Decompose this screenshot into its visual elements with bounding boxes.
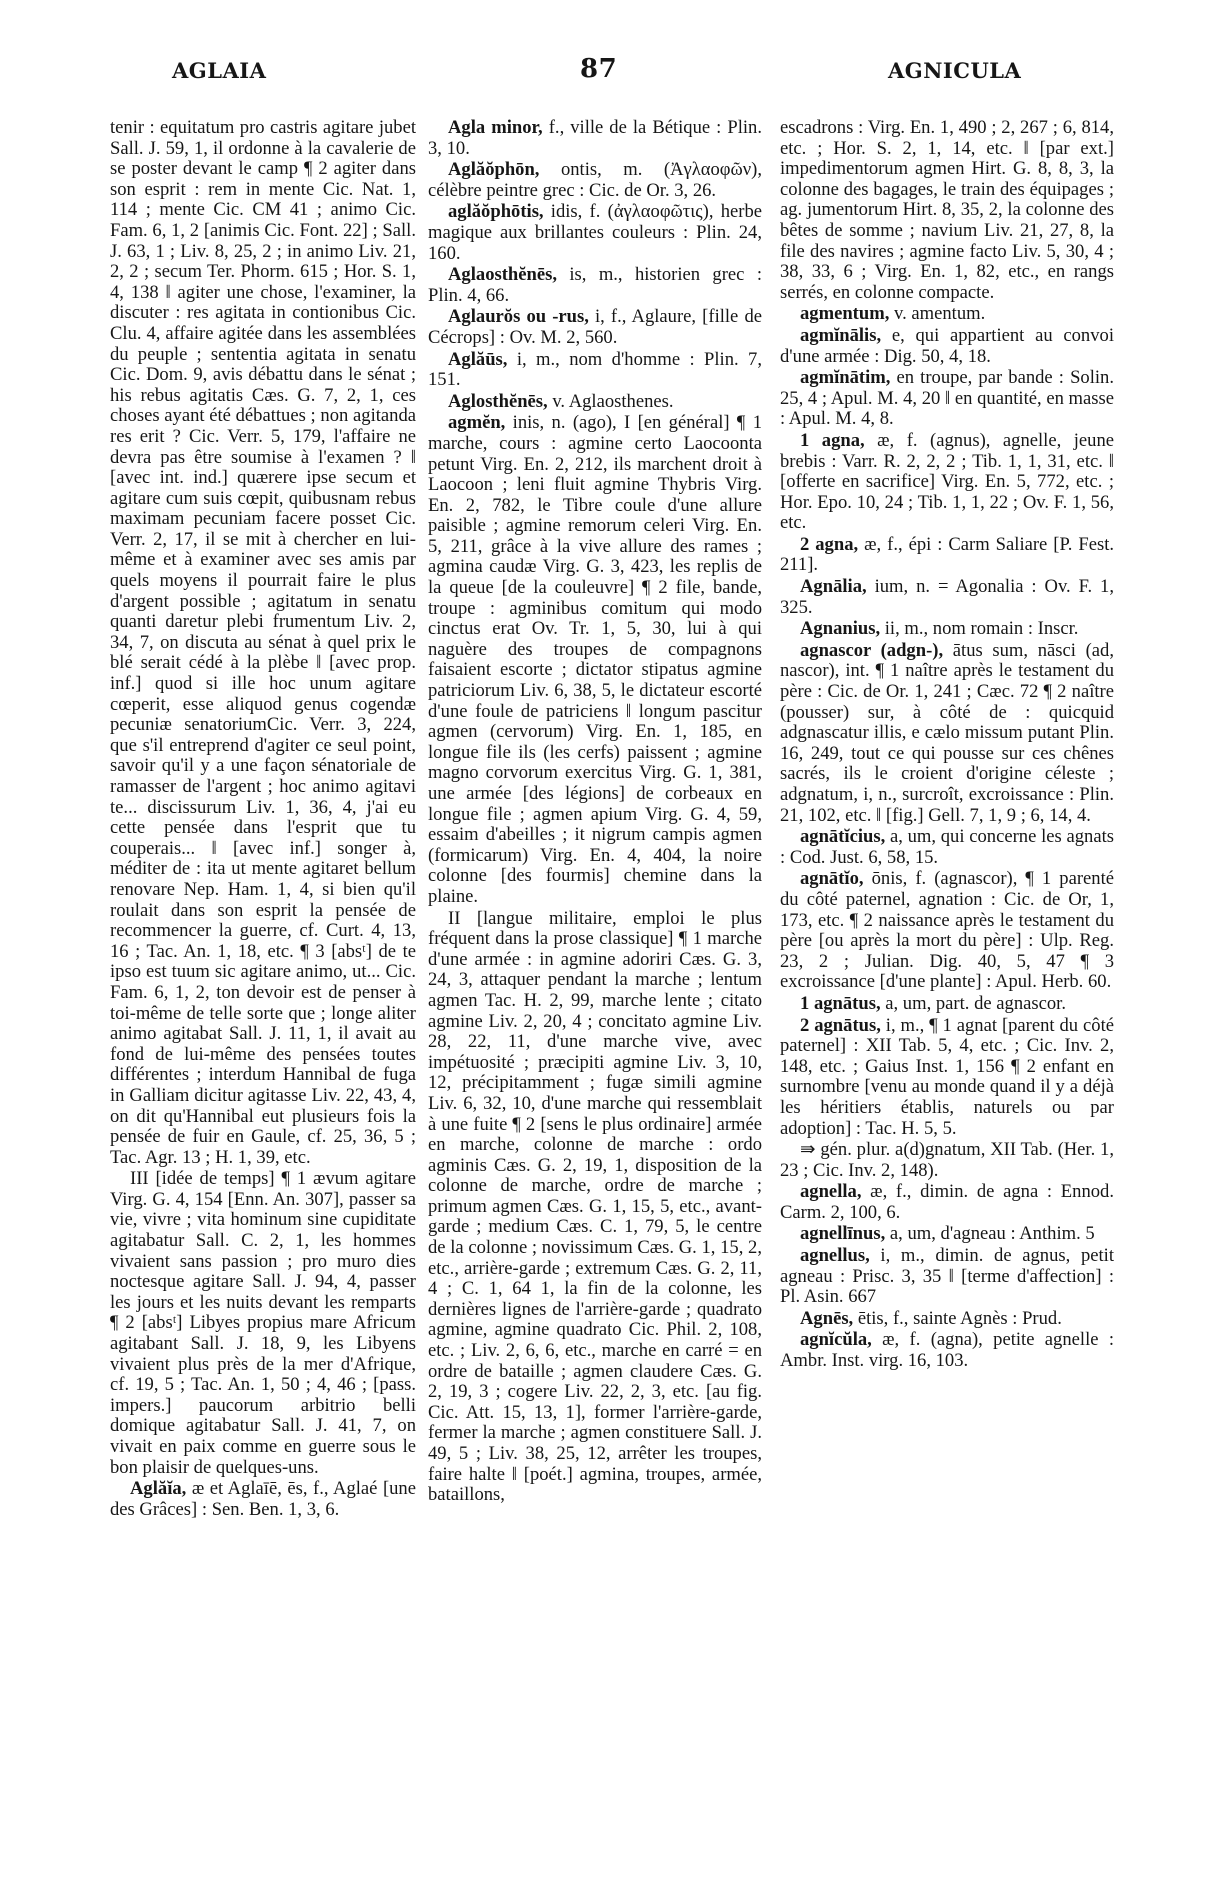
entry-headword: Aglăŏphōn, <box>448 159 540 181</box>
dictionary-entry <box>780 1140 1114 1181</box>
entry-headword: 1 agnātus, <box>800 992 881 1014</box>
entry-headword: Aglăĭa, <box>130 1478 187 1500</box>
entry-text: inis, n. (ago), I [en général] ¶ 1 marche, cours : agmine certo Laocoonta petunt Virg. En. 2, 212, ils marchent droit à Laocoon ; leni fluit agmine Thybris Virg. En. 2, 782, le Tibre coule d'une allure paisible ; agmine remorum celeri Virg. En. 5, 211, grâce à la vive allure des rames ; agmina caudæ Virg. G. 3, 423, les replis de la queue [de la couleuvre] ¶ 2 file, bande, troupe : agminibus comitum qui modo cinctus erat Ov. Tr. 1, 5, 30, lui à qui naguère des troupes de compagnons faisaient escorte ; dictator stipatus agmine patriciorum Liv. 6, 38, 5, le dictateur escorté d'une foule de patriciens ‖ longum pascitur agmen (cervorum) Virg. En. 1, 185, en longue file ils (les cerfs) paissent ; agmine magno corvorum exercitus Virg. G. 1, 381, une armée [des légions] de corbeaux en longue file ; agmen apium Virg. G. 4, 59, essaim d'abeilles ; it nigrum campis agmen (formicarum) Virg. En. 4, 404, la noire colonne [des fourmis] chemine dans la plaine. <box>428 412 762 907</box>
entry-headword: 2 agnātus, <box>800 1014 881 1036</box>
dictionary-entry <box>780 431 1114 534</box>
entry-headword: agmĕn, <box>448 412 506 434</box>
entry-headword: Aglaosthĕnēs, <box>448 264 557 286</box>
dictionary-entry <box>780 619 1114 640</box>
entry-text: en troupe, par bande : Solin. 25, 4 ; Apul. M. 4, 20 ‖ en quantité, en masse : Apul. M. 4, 8. <box>780 367 1114 430</box>
dictionary-entry <box>780 577 1114 618</box>
page-number: 87 <box>580 54 618 84</box>
entry-headword: Agnanius, <box>800 618 881 640</box>
entry-text: a, um, part. de agnascor. <box>880 992 1066 1014</box>
entry-text: ontis, m. (Ἀγλαοφῶν), célèbre peintre grec : Cic. de Or. 3, 26. <box>428 159 762 201</box>
dictionary-entry <box>428 307 762 348</box>
column-1 <box>110 118 416 1848</box>
dictionary-entry <box>780 326 1114 367</box>
dictionary-entry <box>780 994 1114 1015</box>
dictionary-entry <box>780 118 1114 303</box>
entry-text: æ, f., épi : Carm Saliare [P. Fest. 211]. <box>780 533 1114 576</box>
dictionary-entry <box>780 869 1114 993</box>
dictionary-entry <box>110 118 416 1168</box>
entry-headword: agnātĭo, <box>800 868 864 890</box>
dictionary-entry <box>780 1182 1114 1223</box>
entry-text: e, qui appartient au convoi d'une armée : Dig. 50, 4, 18. <box>780 324 1114 367</box>
entry-headword: agnĭcŭla, <box>800 1329 872 1351</box>
entry-headword: 2 agna, <box>800 533 859 555</box>
dictionary-entry <box>428 350 762 391</box>
entry-text: æ, f. (agnus), agnelle, jeune brebis : Varr. R. 2, 2, 2 ; Tib. 1, 1, 31, etc. ‖ [offerte en sacrifice] Virg. En. 5, 772, etc. ; Hor. Epo. 10, 24 ; Tib. 1, 1, 22 ; Ov. F. 1, 56, etc. <box>780 429 1114 534</box>
entry-headword: Aglaurŏs ou -rus, <box>448 306 589 328</box>
entry-text: II [langue militaire, emploi le plus fréquent dans la prose classique] ¶ 1 marche d'une armée : in agmine adoriri Cæs. G. 3, 24, 3, attaquer pendant la marche ; lentum agmen Tac. H. 2, 99, marche lente ; citato agmine Liv. 2, 20, 4 ; concitato agmine Liv. 28, 22, 11, d'une marche vive, avec impétuosité ; præcipiti agmine Liv. 3, 10, 12, précipitamment ; fugæ simili agmine Liv. 6, 32, 10, d'une marche qui ressemblait à une fuite ¶ 2 [sens le plus ordinaire] armée en marche, colonne de marche : ordo agminis Cæs. G. 2, 19, 1, disposition de la colonne de marche, ordre de marche ; primum agmen Cæs. G. 1, 15, 5, etc., avant-garde ; medium Cæs. C. 1, 79, 5, le centre de la colonne ; novissimum Cæs. G. 1, 15, 2, etc., arrière-garde ; extremum Cæs. G. 2, 11, 4 ; C. 1, 64 1, la fin de la colonne, les dernières lignes de l'arrière-garde ; quadrato agmine, agmine quadrato Cic. Phil. 2, 108, etc. ; Liv. 2, 6, 6, etc., marche en carré = en ordre de bataille ; agmen claudere Cæs. G. 2, 19, 3 ; cogere Liv. 22, 2, 3, etc. [au fig. Cic. Att. 15, 13, 1], former l'arrière-garde, fermer la marche ; agmen constituere Sall. J. 49, 5 ; Liv. 38, 25, 12, arrêter les troupes, faire halte ‖ [poét.] agmina, troupes, armée, bataillons, <box>428 907 762 1506</box>
entry-text: ⇛ gén. plur. a(d)gnatum, XII Tab. (Her. 1, 23 ; Cic. Inv. 2, 148). <box>780 1139 1114 1181</box>
entry-headword: Aglăūs, <box>448 348 508 370</box>
entry-text: æ, f. (agna), petite agnelle : Ambr. Inst. virg. 16, 103. <box>780 1329 1114 1372</box>
entry-headword: Agnālia, <box>800 576 867 598</box>
entry-headword: agnellus, <box>800 1245 870 1267</box>
dictionary-entry <box>428 413 762 907</box>
entry-text: ētis, f., sainte Agnès : Prud. <box>853 1307 1062 1329</box>
entry-text: III [idée de temps] ¶ 1 ævum agitare Virg. G. 4, 154 [Enn. An. 307], passer sa vie, vivre ; vita hominum sine cupiditate agitabatur Sall. C. 2, 1, les hommes vivaient sans passion ; pro muro dies noctesque agitare Sall. J. 94, 4, passer les jours et les nuits devant les remparts ¶ 2 [absᵗ] Libyes propius mare Africum agitabant Sall. J. 18, 9, les Libyens vivaient plus près de la mer d'Afrique, cf. 19, 5 ; Tac. An. 1, 50 ; 4, 46 ; [pass. impers.] paucorum arbitrio belli domique agitabatur Sall. J. 41, 7, on vivait en paix comme en guerre sous le bon plaisir de quelques-uns. <box>110 1168 416 1478</box>
column-3 <box>780 118 1114 1848</box>
header-last-word: AGNICULA <box>888 58 1022 83</box>
entry-text: i, m., dimin. de agnus, petit agneau : Prisc. 3, 35 ‖ [terme d'affection] : Pl. Asin. 667 <box>780 1245 1114 1308</box>
entry-text: v. Aglaosthenes. <box>547 390 674 412</box>
dictionary-entry <box>780 1246 1114 1308</box>
header-first-word: AGLAIA <box>172 58 267 83</box>
dictionary-entry <box>428 265 762 306</box>
dictionary-entry <box>780 368 1114 430</box>
entry-headword: agnātĭcius, <box>800 826 886 848</box>
dictionary-entry <box>428 118 762 159</box>
entry-headword: Agnēs, <box>800 1307 854 1329</box>
dictionary-entry <box>780 827 1114 868</box>
entry-text: tenir : equitatum pro castris agitare jubet Sall. J. 59, 1, il ordonne à la cavalerie de se poster devant le camp ¶ 2 agiter dans son esprit : rem in mente Cic. Nat. 1, 114 ; mente Cic. CM 41 ; animo Cic. Fam. 6, 1, 2 [animis Cic. Font. 22] ; Sall. J. 63, 1 ; Liv. 8, 25, 2 ; in animo Liv. 21, 2, 2 ; secum Ter. Phorm. 615 ; Hor. S. 1, 4, 138 ‖ agiter une chose, l'examiner, la discuter : res agitata in contionibus Cic. Clu. 4, affaire agitée dans les assemblées du peuple ; sententia agitata in senatu Cic. Dom. 9, avis débattu dans le sénat ; his rebus agitatis Cæs. G. 7, 2, 1, ces choses ayant été débattues ; non agitanda res erit ? Cic. Verr. 5, 179, l'affaire ne devra pas être soumise à l'examen ? ‖ [avec int. ind.] quærere ipse secum et agitare cum suis cœpit, quibusnam rebus maximam pecuniam facere posset Cic. Verr. 2, 17, il se mit à chercher en lui-même et à examiner avec ses amis par quels moyens il pourrait faire le plus d'argent possible ; agitatum in senatu quanti daretur plebi frumentum Liv. 2, 34, 7, on discuta au sénat à quel prix le blé serait cédé à la plèbe ‖ [avec prop. inf.] quod si ille hoc unum agitare cœperit, esse aliquod genus cogendæ pecuniæ senatoriumCic. Verr. 3, 224, que s'il entreprend d'agiter ce seul point, savoir qu'il y a une façon sénatoriale de ramasser de l'argent ; hoc animo agitavi te... discissurum Liv. 1, 36, 4, j'ai eu cette pensée dans l'esprit que tu couperais... ‖ [avec inf.] songer à, méditer de : ita ut mente agitaret bellum renovare Nep. Ham. 1, 4, si bien qu'il roulait dans son esprit la pensée de recommencer la guerre, cf. Curt. 4, 13, 16 ; Tac. An. 1, 18, etc. ¶ 3 [absᵗ] de te ipso est tuum sic agitare animo, ut... Cic. Fam. 6, 1, 2, ton devoir est de penser à toi-même de telle sorte que ; longe aliter animo agitabat Sall. J. 11, 1, il avait au fond de lui-même des pensées toutes différentes ; interdum Hannibal de fuga in Galliam dicitur agitasse Liv. 22, 43, 4, on dit qu'Hannibal eut plusieurs fois la pensée de fuir en Gaule, cf. 25, 36, 5 ; Tac. Agr. 13 ; H. 1, 39, etc. <box>110 118 416 1168</box>
dictionary-entry <box>780 1309 1114 1330</box>
entry-headword: Aglosthĕnēs, <box>448 390 548 412</box>
entry-text: ātus sum, nāsci (ad, nascor), int. ¶ 1 naître après le testament du père : Cic. de Or. 1, 241 ; Cæc. 72 ¶ 2 naître (pousser) sur, à côté de : quicquid adgnascatur illis, e cælo missum putant Plin. 16, 249, tout ce qui pousse sur ces chênes sacrés, ils le croient d'origine céleste ; adgnatum, i, n., surcroît, excroissance : Plin. 21, 102, etc. ‖ [fig.] Gell. 7, 1, 9 ; 6, 14, 4. <box>780 639 1114 826</box>
entry-text: escadrons : Virg. En. 1, 490 ; 2, 267 ; 6, 814, etc. ; Hor. S. 2, 1, 14, etc. ‖ [par ext.] impedimentorum agmen Hirt. G. 8, 8, 3, la colonne des bagages, le train des équipages ; ag. jumentorum Hirt. 8, 35, 2, la colonne des bêtes de somme ; navium Liv. 21, 27, 8, la file des navires ; agmine facto Liv. 5, 30, 4 ; 38, 33, 6 ; Virg. En. 1, 82, etc., en rangs serrés, en colonne compacte. <box>780 118 1114 303</box>
entry-headword: agnascor (adgn-), <box>800 639 944 661</box>
entry-text: f., ville de la Bétique : Plin. 3, 10. <box>428 118 762 159</box>
entry-headword: Agla minor, <box>448 118 543 138</box>
dictionary-entry <box>110 1479 416 1520</box>
page-header <box>0 54 1213 108</box>
dictionary-entry <box>428 909 762 1506</box>
entry-text: is, m., historien grec : Plin. 4, 66. <box>428 264 762 306</box>
entry-text: v. amentum. <box>889 303 986 325</box>
dictionary-entry <box>110 1169 416 1478</box>
entry-text: ium, n. = Agonalia : Ov. F. 1, 325. <box>780 576 1114 618</box>
dictionary-entry <box>780 1016 1114 1140</box>
entry-text: ii, m., nom romain : Inscr. <box>880 618 1079 640</box>
entry-text: ōnis, f. (agnascor), ¶ 1 parenté du côté paternel, agnation : Cic. de Or, 1, 173, etc. ¶ 2 naissance après le testament du père [ou après la mort du père] : Ulp. Reg. 23, 2 ; Julian. Dig. 40, 5, 47 ¶ 3 excroissance [d'une plante] : Apul. Herb. 60. <box>780 868 1114 993</box>
dictionary-entry <box>780 304 1114 325</box>
entry-text: idis, f. (ἀγλαοφῶτις), herbe magique aux brillantes couleurs : Plin. 24, 160. <box>428 201 762 264</box>
entry-text: i, m., ¶ 1 agnat [parent du côté paternel] : XII Tab. 5, 4, etc. ; Cic. Inv. 2, 148, etc. ; Gaius Inst. 1, 156 ¶ 2 enfant en surnombre [venu au monde quand il y a déjà les héritiers établis, naturels ou par adoption] : Tac. H. 5, 5. <box>780 1014 1114 1139</box>
dictionary-entry <box>780 641 1114 826</box>
entry-text: a, um, qui concerne les agnats : Cod. Just. 6, 58, 15. <box>780 826 1114 868</box>
dictionary-entry <box>780 1224 1114 1245</box>
entry-headword: agmentum, <box>800 303 890 325</box>
dictionary-entry <box>428 392 762 413</box>
dictionary-entry <box>780 1330 1114 1371</box>
dictionary-entry <box>428 202 762 264</box>
dictionary-entry <box>780 535 1114 576</box>
column-2 <box>428 118 762 1848</box>
entry-headword: aglăŏphōtis, <box>448 201 544 223</box>
entry-headword: agnellīnus, <box>800 1223 886 1245</box>
dictionary-entry <box>428 160 762 201</box>
entry-text: æ, f., dimin. de agna : Ennod. Carm. 2, 100, 6. <box>780 1181 1114 1223</box>
entry-text: i, m., nom d'homme : Plin. 7, 151. <box>428 348 762 391</box>
entry-headword: agnella, <box>800 1181 862 1203</box>
entry-headword: agmĭnālis, <box>800 324 882 346</box>
entry-headword: agmĭnātim, <box>800 367 891 389</box>
entry-headword: 1 agna, <box>800 429 865 451</box>
entry-text: æ et Aglaīē, ēs, f., Aglaé [une des Grâces] : Sen. Ben. 1, 3, 6. <box>110 1478 416 1520</box>
entry-text: a, um, d'agneau : Anthim. 5 <box>885 1223 1095 1245</box>
entry-text: i, f., Aglaure, [fille de Cécrops] : Ov. M. 2, 560. <box>428 306 762 348</box>
